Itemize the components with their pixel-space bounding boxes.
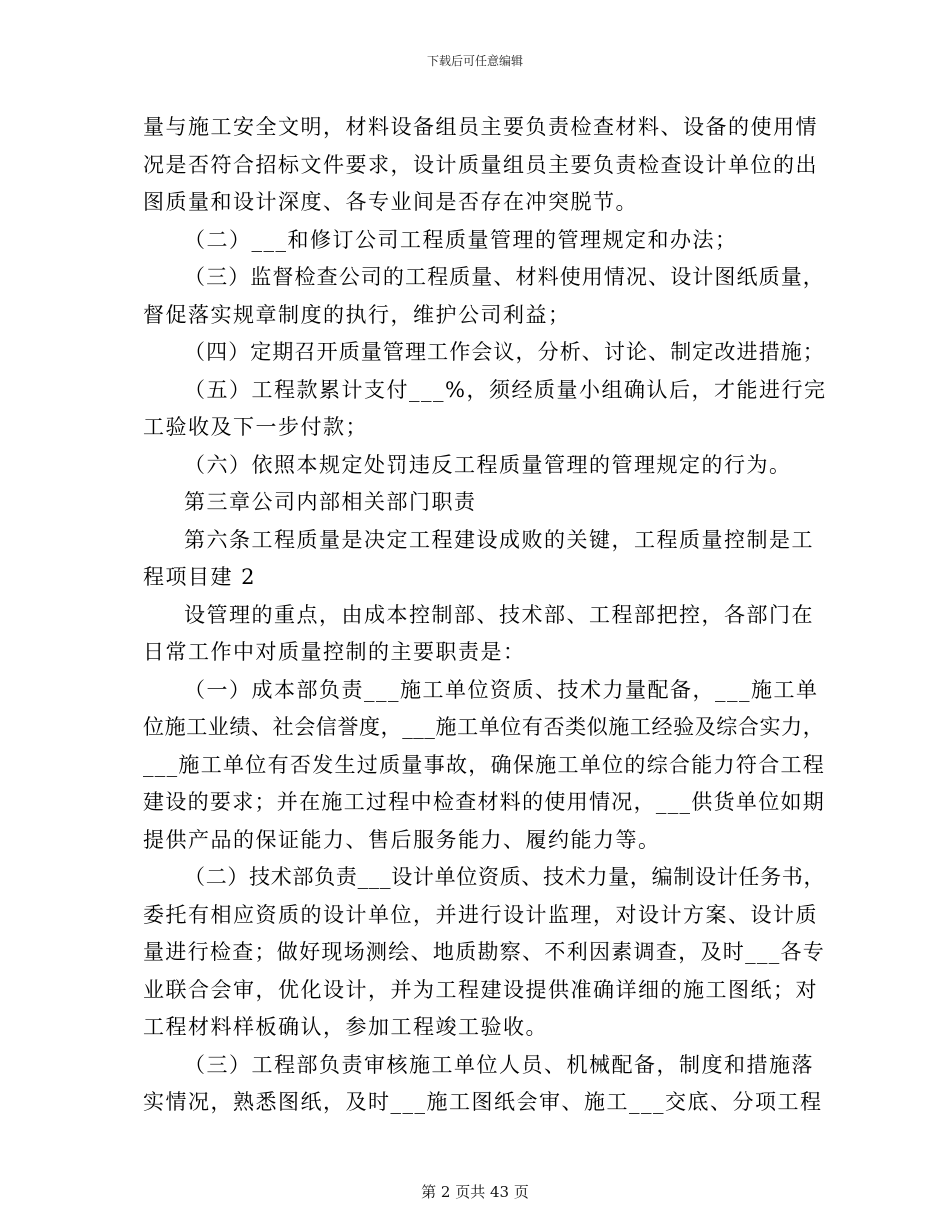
text-line: 设管理的重点，由成本控制部、技术部、工程部把控，各部门在: [184, 603, 814, 627]
text-line: 提供产品的保证能力、售后服务能力、履约能力等。: [143, 828, 661, 852]
text-line: 建设的要求；并在施工过程中检查材料的使用情况，___供货单位如期: [143, 790, 826, 814]
text-line: 日常工作中对质量控制的主要职责是：: [143, 640, 526, 664]
text-line: （一）成本部负责___施工单位资质、技术力量配备，___施工单: [184, 678, 819, 702]
text-line: （五）工程款累计支付___%，须经质量小组确认后，才能进行完: [184, 378, 827, 402]
text-line: 委托有相应资质的设计单位，并进行设计监理，对设计方案、设计质: [143, 903, 818, 927]
text-line: 业联合会审，优化设计，并为工程建设提供准确详细的施工图纸；对: [143, 978, 818, 1002]
text-line: 实情况，熟悉图纸，及时___施工图纸会审、施工___交底、分项工程: [143, 1090, 823, 1114]
page-header: 下载后可任意编辑: [426, 54, 523, 68]
text-line: （四）定期召开质量管理工作会议，分析、讨论、制定改进措施；: [184, 340, 825, 364]
text-line: ___施工单位有否发生过质量事故，确保施工单位的综合能力符合工程: [143, 753, 826, 777]
text-line: 量与施工安全文明，材料设备组员主要负责检查材料、设备的使用情: [143, 115, 818, 139]
text-line: 况是否符合招标文件要求，设计质量组员主要负责检查设计单位的出: [143, 153, 818, 177]
chapter-heading: 第三章公司内部相关部门职责: [184, 490, 477, 514]
text-line: （二）___和修订公司工程质量管理的管理规定和办法；: [184, 228, 738, 252]
text-line: 督促落实规章制度的执行，维护公司利益；: [143, 303, 571, 327]
text-line: 程项目建 2: [143, 565, 257, 589]
text-line: 位施工业绩、社会信誉度，___施工单位有否类似施工经验及综合实力，: [143, 715, 825, 739]
text-line: （三）监督检查公司的工程质量、材料使用情况、设计图纸质量，: [184, 265, 825, 289]
text-line: 工程材料样板确认，参加工程竣工验收。: [143, 1015, 548, 1039]
page-footer: 第 2 页共 43 页: [421, 1183, 529, 1201]
text-line: 量进行检查；做好现场测绘、地质勘察、不利因素调查，及时___各专: [143, 940, 826, 964]
text-line: （六）依照本规定处罚违反工程质量管理的管理规定的行为。: [184, 453, 792, 477]
text-line: （二）技术部负责___设计单位资质、技术力量，编制设计任务书，: [184, 865, 826, 889]
text-line: （三）工程部负责审核施工单位人员、机械配备，制度和措施落: [184, 1053, 814, 1077]
text-line: 第六条工程质量是决定工程建设成败的关键，工程质量控制是工: [184, 528, 814, 552]
text-line: 图质量和设计深度、各专业间是否存在冲突脱节。: [143, 190, 638, 214]
text-line: 工验收及下一步付款；: [143, 415, 368, 439]
